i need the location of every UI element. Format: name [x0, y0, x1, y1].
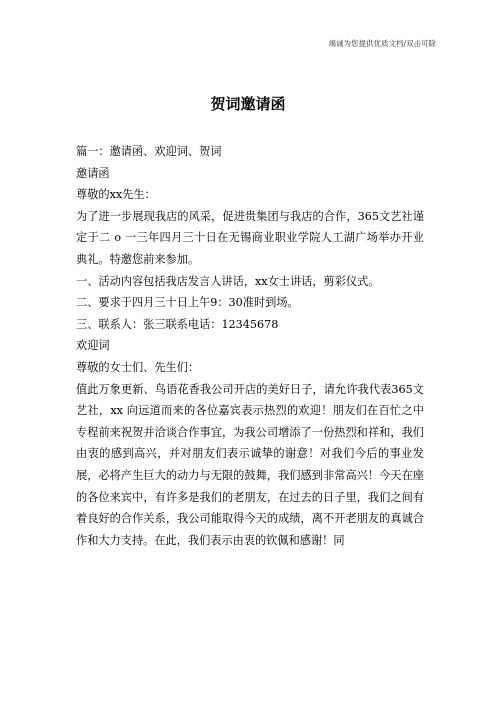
welcome-salutation: 尊敬的女士们、先生们： — [76, 360, 200, 374]
event-item-2: 二、要求于四月三十日上午9：30准时到场。 — [76, 296, 299, 310]
welcome-body-paragraph: 值此万象更新、鸟语花香我公司开店的美好日子，请允许我代表365文艺社，xx 向远道而来的各位嘉宾表示热烈的欢迎！朋友们在百忙之中专程前来祝贺并洽谈合作事宜，为我公司增添了一份热烈和祥和，我们由衷的感到高兴，并对朋友们表示诚挚的谢意！对我们今后的事业发展，必将产生巨大的动力与无限的鼓舞，我们感到非常高兴！今天在座的各位来宾中，有许多是我们的老朋友，在过去的日子里，我们之间有着良好的合作关系，我公司能取得今天的成绩，离不开老朋友的真诚合作和大力支持。在此，我们表示由衷的钦佩和感谢！同 — [76, 382, 424, 547]
welcome-heading: 欢迎词 — [76, 339, 110, 353]
document-body — [76, 141, 424, 551]
document-title: 贺词邀请函 — [210, 95, 286, 113]
header-note: 竭诚为您提供优质文档/双击可除 — [328, 39, 436, 48]
invitation-heading: 邀请函 — [76, 166, 110, 180]
invitation-body-paragraph: 为了进一步展现我店的风采，促进贵集团与我店的合作，365文艺社谨定于二 o 一三年四月三十日在无锡商业职业学院人工湖广场举办开业典礼。特邀您前来参加。 — [76, 209, 424, 266]
event-item-1: 一、活动内容包括我店发言人讲话，xx女士讲话，剪彩仪式。 — [76, 274, 380, 288]
contact-line: 三、联系人：张三联系电话：12345678 — [76, 317, 279, 331]
invitation-salutation: 尊敬的xx先生： — [76, 188, 156, 202]
section-heading: 篇一：邀请函、欢迎词、贺词 — [76, 145, 222, 158]
